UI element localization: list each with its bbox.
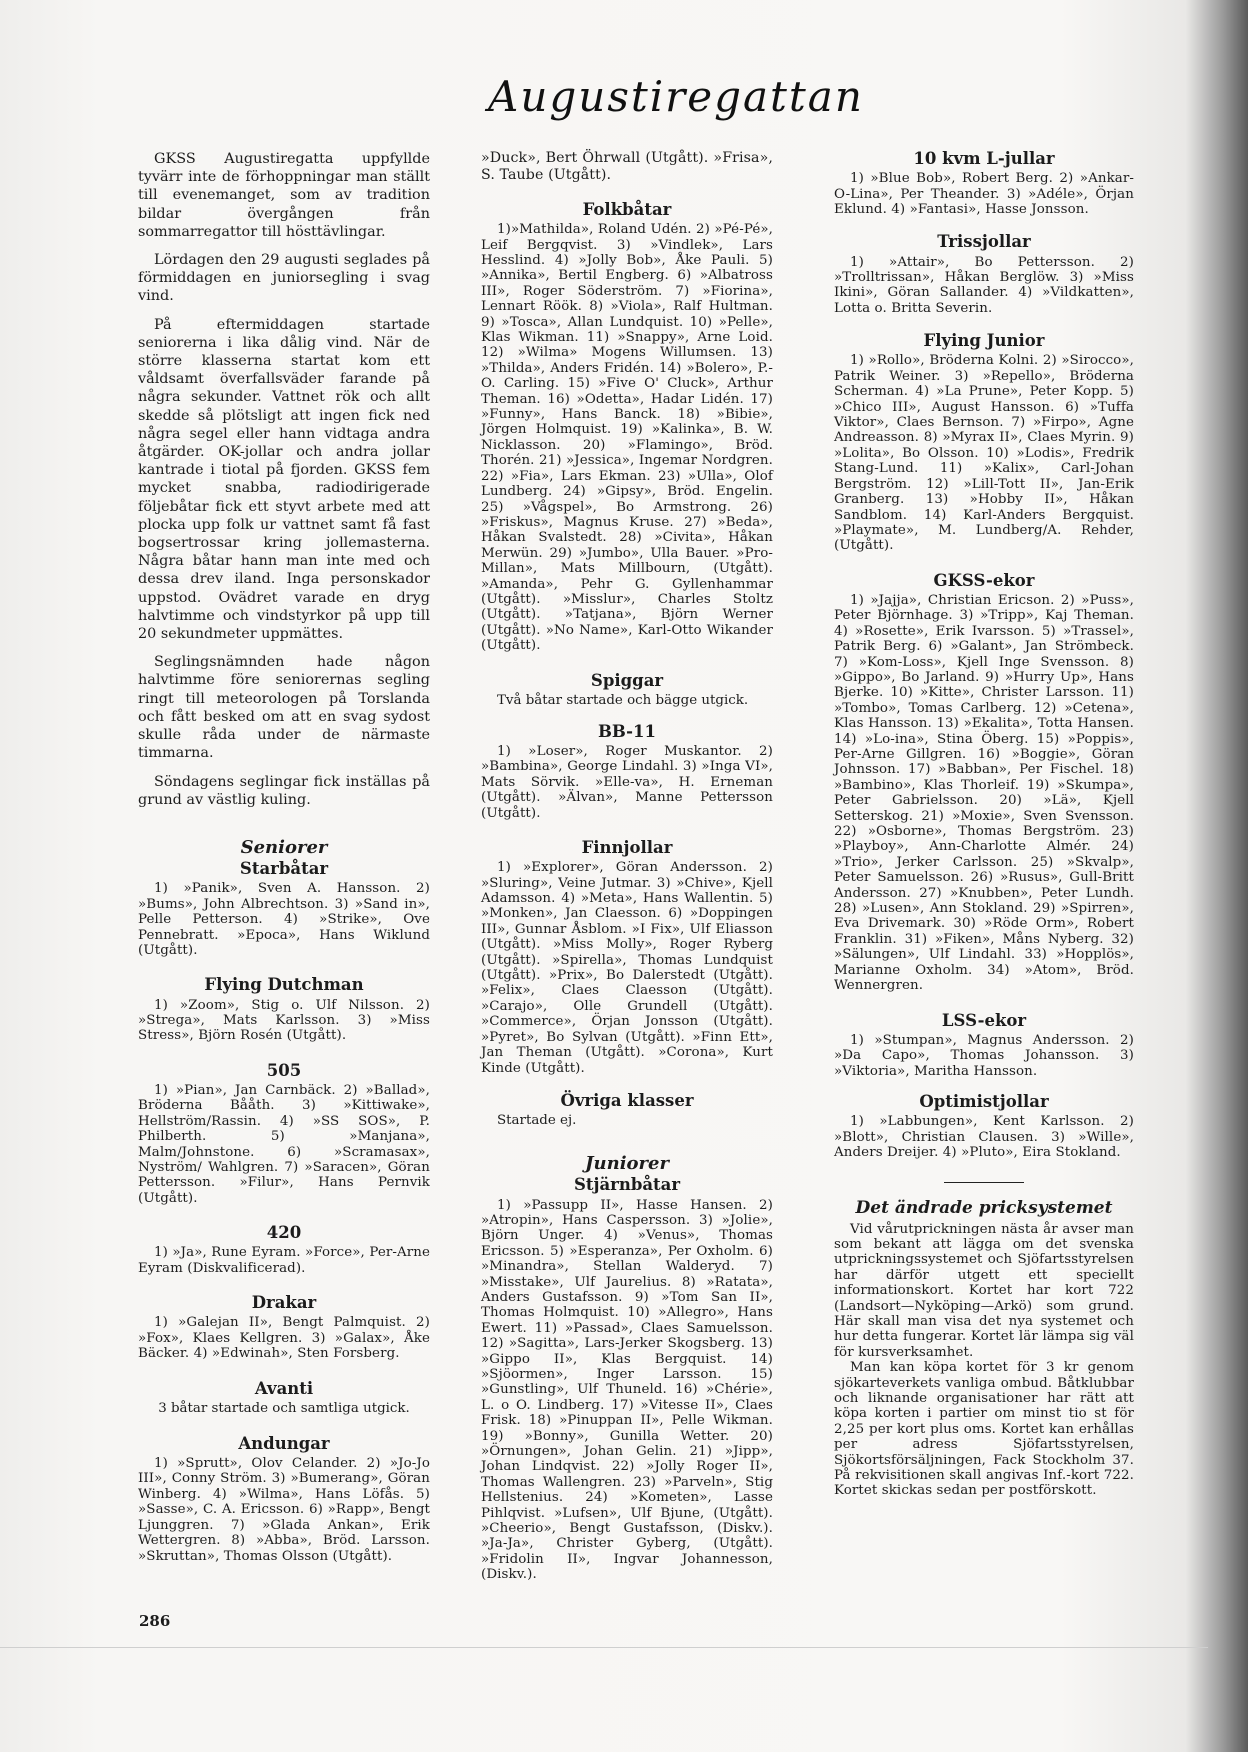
- class-results: 1)»Mathilda», Roland Udén. 2) »Pé-Pé», Leif Bergqvist. 3) »Vindlek», Lars Hesslind. 4) »Jolly Bob», Åke Pauli. 5) »Annika», Bertil Engberg. 6) »Albatross III», Roger Söderström. 7) »Fiorina», Lennart Röök. 8) »Viola», Ralf Hultman. 9) »Tosca», Allan Lundquist. 10) »Pelle», Klas Wikman. 11) »Snappy», Arne Loid. 12) »Wilma» Mogens Willumsen. 13) »Thilda», Anders Fridén. 14) »Bolero», P.-O. Carling. 15) »Five O' Cluck», Arthur Theman. 16) »Odetta», Hadar Lidén. 17) »Funny», Hans Banck. 18) »Bibie», Jörgen Holmquist. 19) »Kalinka», B. W. Nicklasson. 20) »Flamingo», Bröd. Thorén. 21) »Jessica», Ingemar Nordgren. 22) »Fia», Lars Ekman. 23) »Ulla», Olof Lundberg. 24) »Gipsy», Bröd. Engelin. 25) »Vågspel», Bo Armstrong. 26) »Friskus», Magnus Kruse. 27) »Beda», Håkan Svalstedt. 28) »Civita», Håkan Merwün. 29) »Jumbo», Ulla Bauer. »Pro-Millan», Mats Millbourn, (Utgått). »Amanda», Pehr G. Gyllenhammar (Utgått). »Misslur», Charles Stoltz (Utgått). »Tatjana», Björn Werner (Utgått). »No Name», Karl-Otto Wikander (Utgått).: [481, 222, 773, 654]
- class-results: 1) »Stumpan», Magnus Andersson. 2) »Da Capo», Thomas Johansson. 3) »Viktoria», Maritha Hansson.: [834, 1032, 1134, 1079]
- class-heading: Optimistjollar: [919, 1091, 1049, 1111]
- class-results: Två båtar startade och bägge utgick.: [497, 692, 749, 708]
- class-heading: 10 kvm L-jullar: [913, 149, 1055, 168]
- section-divider: [944, 1182, 1024, 1183]
- column-3: [834, 150, 1134, 1499]
- section-heading-seniorer: Seniorer: [240, 836, 328, 858]
- class-results: 1) »Explorer», Göran Andersson. 2) »Sluring», Veine Jutmar. 3) »Chive», Kjell Adamsson. 4) »Meta», Hans Wallentin. 5) »Monken», Jan Claesson. 6) »Doppingen III», Gunnar Åsblom. »I Fix», Ulf Eliasson (Utgått). »Miss Molly», Roger Ryberg (Utgått). »Spirella», Thomas Lundquist (Utgått). »Prix», Bo Dalerstedt (Utgått). »Felix», Claes Claesson (Utgått). »Carajo», Olle Grundell (Utgått). »Commerce», Örjan Jonsson (Utgått). »Pyret», Bo Sylvan (Utgått). »Finn Ett», Jan Theman (Utgått). »Corona», Kurt Kinde (Utgått).: [481, 860, 773, 1076]
- class-results: 1) »Loser», Roger Muskantor. 2) »Bambina», George Lindahl. 3) »Inga VI», Mats Sörvik. »Elle-va», H. Erneman (Utgått). »Älvan», Manne Pettersson (Utgått).: [481, 743, 773, 821]
- class-heading: Övriga klasser: [560, 1090, 694, 1110]
- class-results: 1) »Labbungen», Kent Karlsson. 2) »Blott», Christian Clausen. 3) »Wille», Anders Dreijer. 4) »Pluto», Eira Stokland.: [834, 1114, 1134, 1160]
- article-heading: Det ändrade pricksystemet: [855, 1198, 1113, 1219]
- class-results: 1) »Jajja», Christian Ericson. 2) »Puss», Peter Björnhage. 3) »Tripp», Kaj Theman. 4) »Rosette», Erik Ivarsson. 5) »Trassel», Patrik Berg. 6) »Galant», Jan Strömbeck. 7) »Kom-Loss», Kjell Inge Svensson. 8) »Gippo», Bo Jarland. 9) »Hurry Up», Hans Bjerke. 10) »Kitte», Christer Larsson. 11) »Tombo», Tomas Carlberg. 12) »Cetena», Klas Hansson. 13) »Ekalita», Totta Hansen. 14) »Lo-ina», Stina Öberg. 15) »Poppis», Per-Arne Gillgren. 16) »Boggie», Göran Johnsson. 17) »Babban», Per Fischel. 18) »Bambino», Klas Thorleif. 19) »Skumpa», Peter Gabrielsson. 20) »Lä», Kjell Setterskog. 21) »Moxie», Sven Svensson. 22) »Osborne», Thomas Bergström. 23) »Playboy», Ann-Charlotte Almér. 24) »Trio», Jerker Carlsson. 25) »Skvalp», Peter Samuelsson. 26) »Rusus», Gull-Britt Andersson. 27) »Knubben», Peter Lundh. 28) »Lusen», Ann Stokland. 29) »Spirren», Eva Drivemark. 30) »Röde Orm», Robert Franklin. 31) »Fiken», Måns Nyberg. 32) »Sälungen», Ulf Lindahl. 33) »Hopplös», Marianne Oxholm. 34) »Atom», Bröd. Wennergren.: [834, 592, 1134, 994]
- intro-paragraph: Lördagen den 29 augusti seglades på förmiddagen en juniorsegling i svag vind.: [138, 252, 430, 305]
- class-heading: Spiggar: [590, 670, 664, 690]
- class-heading: Stjärnbåtar: [573, 1175, 681, 1195]
- intro-paragraph: GKSS Augustiregatta uppfyllde tyvärr inte de förhoppningar man ställt till evenemanget, som av tradition bildar övergången från sommarregattor till hösttävlingar.: [138, 151, 430, 240]
- section-heading-juniorer: Juniorer: [585, 1153, 669, 1175]
- column-1: [138, 150, 430, 1564]
- column-2: [481, 150, 773, 1583]
- page-edge-line: [0, 1647, 1208, 1648]
- class-results: 1) »Ja», Rune Eyram. »Force», Per-Arne Eyram (Diskvalificerad).: [138, 1245, 430, 1276]
- intro-paragraph: På eftermiddagen startade seniorerna i lika dålig vind. När de större klasserna startat kom ett våldsamt överfallsväder farande på några sekunder. Vattnet rök och allt skedde så plötsligt att ingen fick ned några segel eller hann vidtaga andra åtgärder. OK-jollar och andra jollar kantrade i tiotal på fjorden. GKSS fem mycket snabba, radiodirigerade följebåtar fick ett styvt arbete med att plocka upp folk ur vattnet samt få fast bogsertrossar kring jollemasterna. Några båtar hann man inte med och dessa drev iland. Inga personskador uppstod. Ovädret varade en dryg halvtimme och vindstyrkor på upp till 20 sekundmeter uppmättes.: [138, 316, 430, 643]
- class-heading: GKSS-ekor: [933, 570, 1035, 590]
- class-heading: 505: [266, 1060, 302, 1080]
- intro-paragraph: Seglingsnämnden hade någon halvtimme före seniorernas segling ringt till meteorologen på Torslanda och fått besked om att en svag sydost skulle råda under de närmaste timmarna.: [138, 654, 430, 762]
- class-heading: Andungar: [238, 1433, 330, 1453]
- class-results: 1) »Zoom», Stig o. Ulf Nilsson. 2) »Strega», Mats Karlsson. 3) »Miss Stress», Björn Rosén (Utgått).: [138, 997, 430, 1044]
- class-heading: Flying Dutchman: [204, 975, 364, 995]
- page-title: Augustiregattan: [488, 72, 864, 121]
- class-results: 1) »Galejan II», Bengt Palmquist. 2) »Fox», Klaes Kellgren. 3) »Galax», Åke Bäcker. 4) »Edwinah», Sten Forsberg.: [138, 1315, 430, 1362]
- article-paragraph: Man kan köpa kortet för 3 kr genom sjökarteverkets vanliga ombud. Båtklubbar och liknande organisationer har rätt att köpa korten i partier om minst tio st för 2,25 per kort plus oms. Kortet kan erhållas per adress Sjöfartsstyrelsen, Sjökortsförsäljningen, Fack Stockholm 37. På rekvisitionen skall angivas Inf.-kort 722. Kortet skickas sedan per postförskott.: [834, 1360, 1134, 1499]
- class-results: 1) »Rollo», Bröderna Kolni. 2) »Sirocco», Patrik Weiner. 3) »Repello», Bröderna Scherman. 4) »La Prune», Peter Kopp. 5) »Chico III», August Hansson. 6) »Tuffa Viktor», Claes Bernson. 7) »Firpo», Agne Andreasson. 8) »Myrax II», Claes Myrin. 9) »Lolita», Bo Olsson. 10) »Lodis», Fredrik Stang-Lund. 11) »Kalix», Carl-Johan Bergström. 12) »Lill-Tott II», Jan-Erik Granberg. 13) »Hobby II», Håkan Sandblom. 14) Karl-Anders Bergquist. »Playmate», M. Lundberg/A. Rehder, (Utgått).: [834, 353, 1134, 554]
- class-results: 1) »Sprutt», Olov Celander. 2) »Jo-Jo III», Conny Ström. 3) »Bumerang», Göran Winberg. 4) »Wilma», Hans Löfås. 5) »Sasse», C. A. Ericsson. 6) »Rapp», Bengt Ljunggren. 7) »Glada Ankan», Erik Wettergren. 8) »Abba», Bröd. Larsson. »Skruttan», Thomas Olsson (Utgått).: [138, 1456, 430, 1564]
- class-results: 1) »Panik», Sven A. Hansson. 2) »Bums», John Albrechtson. 3) »Sand in», Pelle Petterson. 4) »Strike», Ove Pennebratt. »Epoca», Hans Wiklund (Utgått).: [138, 881, 430, 958]
- class-results: 3 båtar startade och samtliga utgick.: [158, 1400, 410, 1416]
- class-heading: LSS-ekor: [941, 1010, 1027, 1030]
- article-paragraph: Vid vårutprickningen nästa år avser man som bekant att lägga om det svenska utprickningssystemet och Sjöfartsstyrelsen har därför utgett ett speciellt informationskort. Kortet har kort 722 (Landsort—Nyköping—Arkö) som grund. Här skall man visa det nya systemet och hur detta fungerar. Kortet lär lämpa sig väl för kursverksamhet.: [834, 1221, 1134, 1360]
- class-results: 1) »Passupp II», Hasse Hansen. 2) »Atropin», Hans Caspersson. 3) »Jolie», Björn Unger. 4) »Venus», Thomas Ericsson. 5) »Esperanza», Per Oxholm. 6) »Minandra», Stellan Walderyd. 7) »Misstake», Ulf Jaurelius. 8) »Ratata», Anders Gustafsson. 9) »Tom San II», Thomas Holmquist. 10) »Allegro», Hans Ewert. 11) »Passad», Claes Samuelsson. 12) »Sagitta», Lars-Jerker Skogsberg. 13) »Gippo II», Klas Bergquist. 14) »Sjöormen», Inger Larsson. 15) »Gunstling», Ulf Thuneld. 16) »Chérie», L. o O. Lindberg. 17) »Vitesse II», Claes Frisk. 18) »Pinuppan II», Pelle Wikman. 19) »Bonny», Gunilla Wetter. 20) »Örnungen», Johan Gelin. 21) »Jipp», Johan Lindqvist. 22) »Jolly Roger II», Thomas Wallengren. 23) »Parveln», Stig Hellstenius. 24) »Kometen», Lasse Pihlqvist. »Lufsen», Ulf Bjune, (Utgått). »Cheerio», Bengt Gustafsson, (Diskv.). »Ja-Ja», Christer Gyberg, (Utgått). »Fridolin II», Ingvar Johannesson, (Diskv.).: [481, 1197, 773, 1583]
- class-results: 1) »Pian», Jan Carnbäck. 2) »Ballad», Bröderna Bååth. 3) »Kittiwake», Hellström/Rassin. 4) »SS SOS», P. Philberth. 5) »Manjana», Malm/Johnstone. 6) »Scramasax», Nyström/ Wahlgren. 7) »Saracen», Göran Pettersson. »Filur», Hans Pernvik (Utgått).: [138, 1082, 430, 1206]
- continued-results: »Duck», Bert Öhrwall (Utgått). »Frisa», S. Taube (Utgått).: [481, 150, 773, 183]
- class-heading: Folkbåtar: [582, 200, 672, 219]
- class-heading: Flying Junior: [923, 331, 1045, 351]
- page-number: 286: [139, 1612, 171, 1630]
- intro-paragraph: Söndagens seglingar fick inställas på grund av västlig kuling.: [138, 773, 430, 808]
- class-results: 1) »Blue Bob», Robert Berg. 2) »Ankar-O-Lina», Per Theander. 3) »Adéle», Örjan Eklund. 4) »Fantasi», Hasse Jonsson.: [834, 171, 1134, 218]
- class-results: Startade ej.: [497, 1113, 577, 1129]
- class-heading: Trissjollar: [937, 232, 1031, 252]
- class-heading: Finnjollar: [581, 838, 673, 858]
- class-heading: Avanti: [254, 1378, 314, 1398]
- class-heading: 420: [266, 1223, 302, 1243]
- class-heading: Starbåtar: [239, 859, 329, 879]
- class-results: 1) »Attair», Bo Pettersson. 2) »Trolltrissan», Håkan Berglöw. 3) »Miss Ikini», Göran Sallander. 4) »Vildkatten», Lotta o. Britta Severin.: [834, 254, 1134, 316]
- class-heading: Drakar: [251, 1293, 317, 1313]
- class-heading: BB-11: [597, 721, 656, 741]
